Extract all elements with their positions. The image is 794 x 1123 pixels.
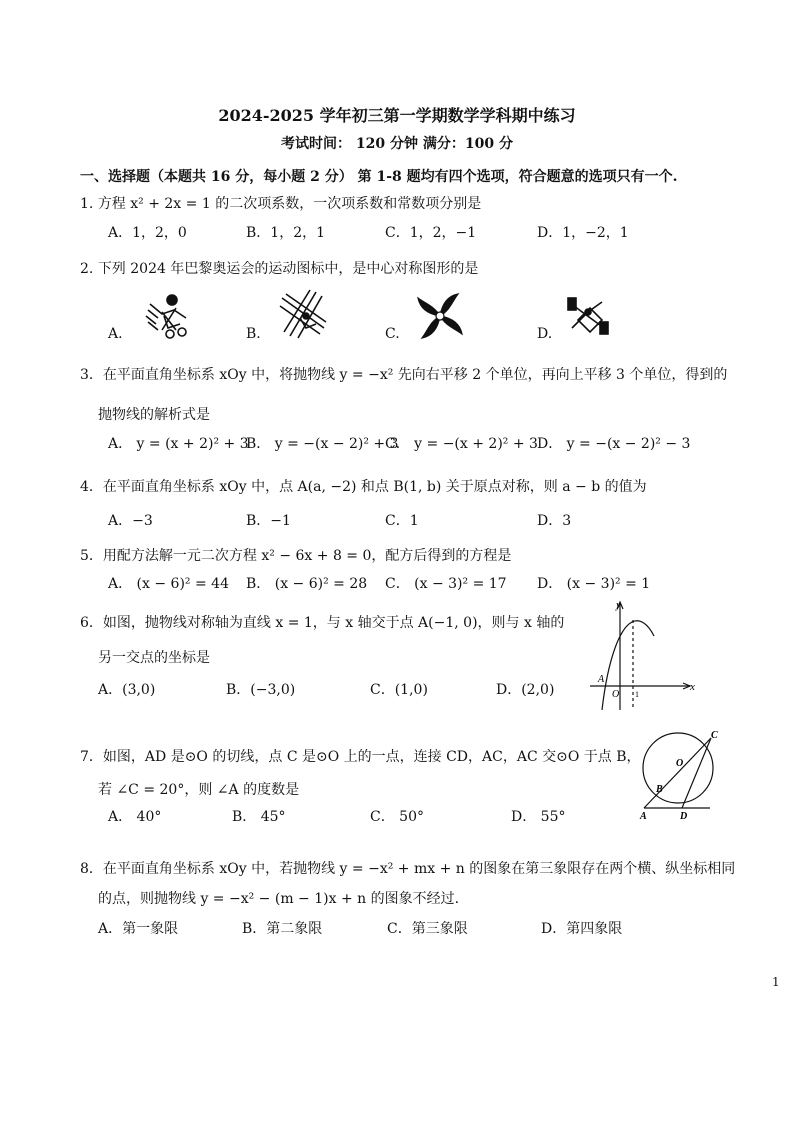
option-b: B． (x − 6)² = 28 bbox=[246, 576, 368, 592]
option-d: D．第四象限 bbox=[541, 921, 623, 937]
option-c: C．1 bbox=[385, 513, 419, 529]
option-b: B． y = −(x − 2)² + 3 bbox=[246, 436, 399, 452]
option-a: A．(3,0) bbox=[98, 682, 156, 698]
question-text: 在平面直角坐标系 xOy 中，点 A(a, −2) 和点 B(1, b) 关于原点对称，则 a − b 的值为 bbox=[102, 479, 647, 495]
fencing-icon bbox=[276, 288, 332, 342]
skateboarding-icon bbox=[142, 290, 194, 342]
y-label: y bbox=[616, 599, 621, 611]
question-text: 用配方法解一元二次方程 x² − 6x + 8 = 0，配方后得到的方程是 bbox=[102, 548, 512, 564]
option-c: C． 50° bbox=[370, 809, 424, 825]
option-d: D． y = −(x − 2)² − 3 bbox=[537, 436, 691, 452]
page-title: 2024-2025 学年初三第一学期数学学科期中练习 bbox=[218, 106, 576, 125]
option-c: C. bbox=[385, 326, 400, 342]
page-number: 1 bbox=[772, 975, 780, 989]
option-c: C．第三象限 bbox=[387, 921, 468, 937]
question-number: 3． bbox=[80, 367, 103, 383]
question-number: 1. bbox=[80, 196, 94, 212]
question-number: 8． bbox=[80, 861, 103, 877]
option-b: B．1，2，1 bbox=[246, 225, 326, 241]
question-text-cont: 的点，则抛物线 y = −x² − (m − 1)x + n 的图象不经过. bbox=[98, 891, 460, 907]
option-a: A．−3 bbox=[108, 513, 153, 529]
option-c: C． (x − 3)² = 17 bbox=[385, 576, 507, 592]
point-a-label: A bbox=[640, 811, 647, 822]
option-b: B．(−3,0) bbox=[226, 682, 296, 698]
section-heading: 一、选择题（本题共 16 分，每小题 2 分） 第 1-8 题均有四个选项，符合题意的选项只有一个. bbox=[80, 169, 678, 185]
question-text-cont: 抛物线的解析式是 bbox=[98, 407, 210, 423]
exam-info: 考试时间： 120 分钟 满分：100 分 bbox=[281, 136, 513, 152]
parabola-figure bbox=[590, 598, 700, 714]
weightlifting-icon bbox=[562, 292, 614, 340]
question-number: 5． bbox=[80, 548, 103, 564]
line-ac bbox=[644, 738, 711, 808]
option-d: D．3 bbox=[537, 513, 572, 529]
circle-figure bbox=[636, 726, 726, 822]
question-text: 如图，AD 是⊙O 的切线，点 C 是⊙O 上的一点，连接 CD，AC，AC 交⊙O 于点 B， bbox=[102, 749, 641, 765]
parabola-curve bbox=[602, 621, 654, 710]
option-c: C．(1,0) bbox=[370, 682, 428, 698]
x-label: x bbox=[690, 681, 695, 693]
question-number: 2. bbox=[80, 261, 94, 277]
option-b: B．第二象限 bbox=[242, 921, 323, 937]
option-c: C．1，2，−1 bbox=[385, 225, 477, 241]
question-number: 7． bbox=[80, 749, 103, 765]
question-text: 方程 x² + 2x = 1 的二次项系数，一次项系数和常数项分别是 bbox=[97, 196, 482, 212]
question-number: 6． bbox=[80, 615, 103, 631]
question-text-cont: 另一交点的坐标是 bbox=[98, 650, 210, 666]
option-b: B．−1 bbox=[246, 513, 291, 529]
option-a: A． 40° bbox=[108, 809, 162, 825]
question-text: 在平面直角坐标系 xOy 中，将抛物线 y = −x² 先向右平移 2 个单位，再向上平移 3 个单位，得到的 bbox=[102, 367, 728, 383]
option-b: B． 45° bbox=[232, 809, 286, 825]
question-text: 在平面直角坐标系 xOy 中，若抛物线 y = −x² + mx + n 的图象在第三象限存在两个横、纵坐标相同 bbox=[102, 861, 736, 877]
option-a: A．1，2，0 bbox=[108, 225, 187, 241]
option-c: C． y = −(x + 2)² + 3 bbox=[385, 436, 538, 452]
option-d: D. bbox=[537, 326, 553, 342]
option-a: A． y = (x + 2)² + 3 bbox=[108, 436, 249, 452]
option-d: D．(2,0) bbox=[496, 682, 555, 698]
breaking-icon bbox=[412, 288, 468, 344]
point-a-label: A bbox=[598, 674, 605, 685]
option-a: A. bbox=[108, 326, 123, 342]
question-text: 如图，抛物线对称轴为直线 x = 1，与 x 轴交于点 A(−1, 0)，则与 x 轴的 bbox=[102, 615, 565, 631]
option-b: B. bbox=[246, 326, 261, 342]
question-number: 4． bbox=[80, 479, 103, 495]
option-a: A． (x − 6)² = 44 bbox=[108, 576, 229, 592]
option-d: D．1，−2，1 bbox=[537, 225, 629, 241]
option-a: A．第一象限 bbox=[98, 921, 179, 937]
option-d: D． (x − 3)² = 1 bbox=[537, 576, 651, 592]
tick-1-label: 1 bbox=[635, 690, 639, 699]
point-b-label: B bbox=[656, 784, 663, 795]
point-c-label: C bbox=[711, 730, 718, 741]
point-d-label: D bbox=[680, 811, 688, 822]
question-text-cont: 若 ∠C = 20°，则 ∠A 的度数是 bbox=[98, 782, 300, 798]
option-d: D． 55° bbox=[511, 809, 566, 825]
origin-label: O bbox=[612, 689, 620, 700]
center-o-label: O bbox=[676, 758, 684, 769]
question-text: 下列 2024 年巴黎奥运会的运动图标中，是中心对称图形的是 bbox=[97, 261, 479, 277]
